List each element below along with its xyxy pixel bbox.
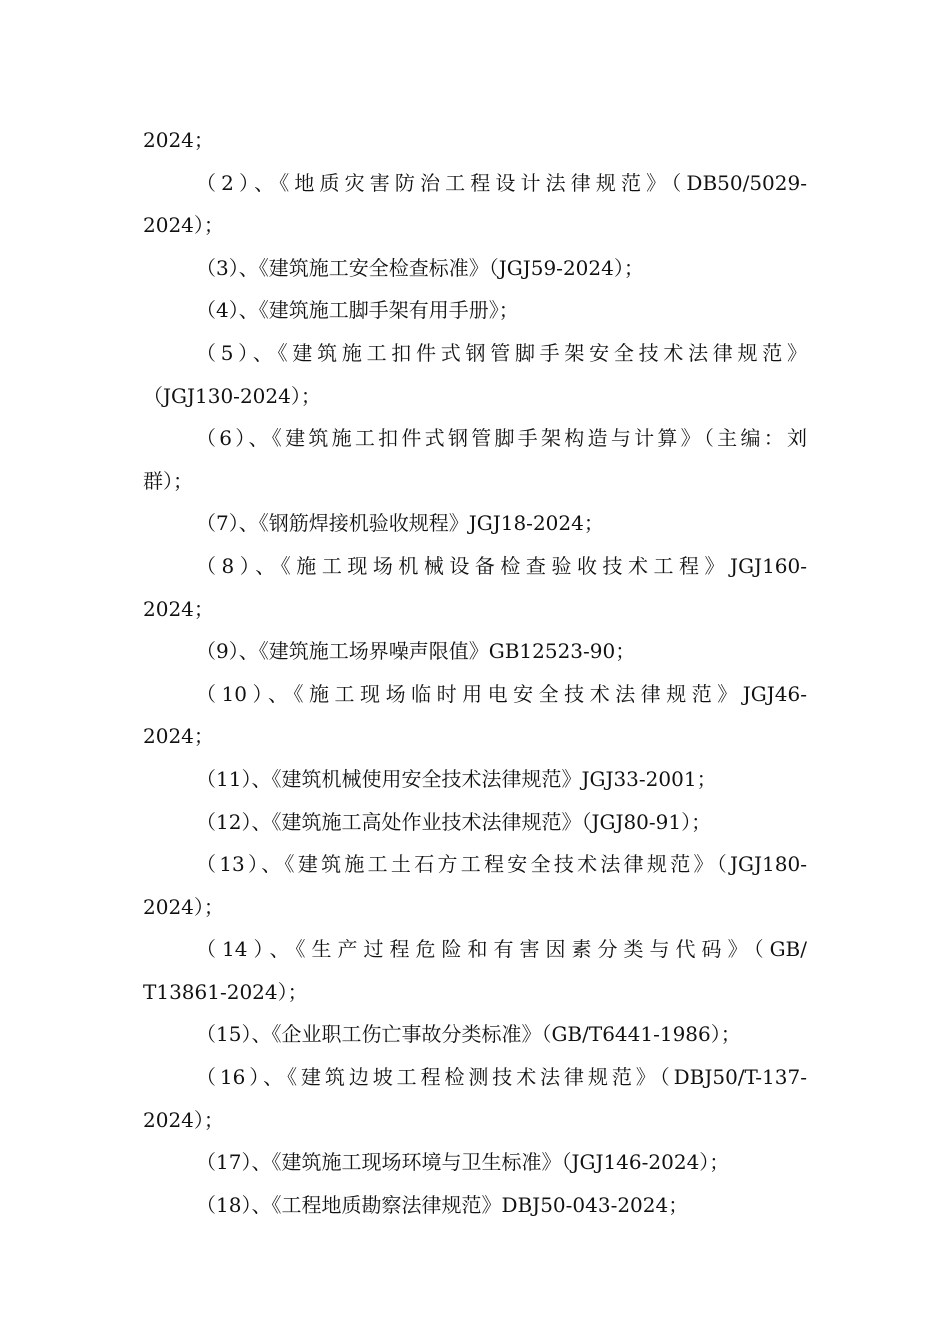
reference-item-11: （11）、《建筑机械使用安全技术法律规范》JGJ33-2001；	[196, 766, 717, 791]
reference-item-2: （2）、《地质灾害防治工程设计法律规范》（DB50/5029-	[196, 170, 807, 195]
text-line: 2024）；	[143, 894, 224, 919]
text-line: T13861-2024）；	[143, 979, 308, 1004]
reference-item-3: （3）、《建筑施工安全检查标准》（JGJ59-2024）；	[196, 255, 644, 280]
reference-item-8: （8）、《施工现场机械设备检查验收技术工程》JGJ160-	[196, 553, 807, 578]
reference-item-10: （10）、《施工现场临时用电安全技术法律规范》JGJ46-	[196, 681, 807, 706]
reference-item-7: （7）、《钢筋焊接机验收规程》JGJ18-2024；	[196, 511, 604, 536]
text-line: 2024；	[143, 596, 214, 621]
document-body	[143, 119, 807, 1226]
reference-item-15: （15）、《企业职工伤亡事故分类标准》（GB/T6441-1986）；	[196, 1022, 741, 1047]
reference-item-4: （4）、《建筑施工脚手架有用手册》；	[196, 298, 519, 323]
text-line: （JGJ130-2024）；	[143, 383, 321, 408]
text-line: 群）；	[143, 468, 193, 493]
reference-item-16: （16）、《建筑边坡工程检测技术法律规范》（DBJ50/T-137-	[196, 1065, 807, 1090]
reference-item-5: （5）、《建筑施工扣件式钢管脚手架安全技术法律规范》	[196, 340, 807, 365]
text-line: 2024；	[143, 724, 214, 749]
reference-item-13: （13）、《建筑施工土石方工程安全技术法律规范》（JGJ180-	[196, 852, 807, 877]
text-line: 2024）；	[143, 213, 224, 238]
reference-item-6: （6）、《建筑施工扣件式钢管脚手架构造与计算》（主编：刘	[196, 426, 807, 451]
reference-item-9: （9）、《建筑施工场界噪声限值》GB12523-90；	[196, 639, 636, 664]
reference-item-17: （17）、《建筑施工现场环境与卫生标准》（JGJ146-2024）；	[196, 1150, 730, 1175]
text-line: 2024）；	[143, 1107, 224, 1132]
reference-item-12: （12）、《建筑施工高处作业技术法律规范》（JGJ80-91）；	[196, 809, 712, 834]
reference-item-18: （18）、《工程地质勘察法律规范》DBJ50-043-2024；	[196, 1192, 689, 1217]
reference-item-14: （14）、《生产过程危险和有害因素分类与代码》（GB/	[196, 937, 807, 962]
text-line: 2024；	[143, 128, 214, 152]
